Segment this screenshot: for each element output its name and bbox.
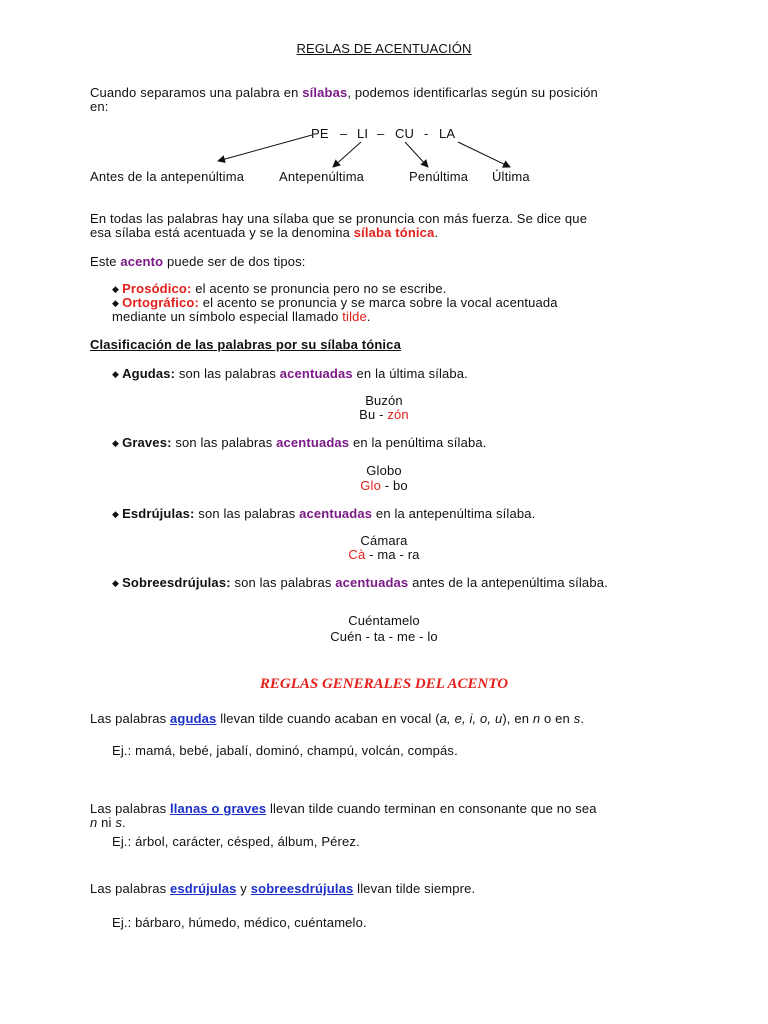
- rule-text: ), en: [502, 711, 533, 726]
- esdrujulas-example-syllables: [0, 547, 768, 562]
- agudas-text-2: en la última sílaba.: [352, 366, 468, 381]
- arrow-la: [458, 142, 510, 167]
- tonic-line-2: [90, 225, 438, 240]
- rule-text: Las palabras: [90, 881, 171, 896]
- rule-text: y: [236, 881, 251, 896]
- acentuadas-highlight: acentuadas: [276, 435, 350, 450]
- silaba-tonica-highlight: sílaba tónica: [353, 225, 435, 240]
- rule-text: ni: [97, 815, 116, 830]
- rule-agudas: [90, 711, 584, 726]
- acento-highlight: acento: [120, 254, 164, 269]
- rule-agudas-example: Ej.: mamá, bebé, jabalí, dominó, champú, volcán, compás.: [112, 743, 458, 758]
- diamond-bullet-icon: ◆: [112, 438, 120, 448]
- letter-n: n: [532, 711, 541, 726]
- intro-text-2: , podemos identificarlas según su posición: [347, 85, 598, 100]
- rule-esdrujulas-example: Ej.: bárbaro, húmedo, médico, cuéntamelo.: [112, 915, 367, 930]
- types-text-2: puede ser de dos tipos:: [163, 254, 306, 269]
- sobreesdrujulas-text: son las palabras: [230, 575, 336, 590]
- ortografico-text: el acento se pronuncia y se marca sobre la vocal acentuada: [199, 295, 558, 310]
- esdrujulas-link[interactable]: esdrújulas: [170, 881, 237, 896]
- letter-s: s: [115, 815, 122, 830]
- arrow-pe: [218, 135, 312, 161]
- acentuadas-highlight: acentuadas: [299, 506, 373, 521]
- graves-text-2: en la penúltima sílaba.: [349, 435, 487, 450]
- graves-item: [112, 435, 487, 450]
- graves-example-syllables: [0, 478, 768, 493]
- graves-example-word: Globo: [366, 463, 402, 478]
- prosodico-text: el acento se pronuncia pero no se escribe.: [191, 281, 447, 296]
- prosodico-item: [112, 281, 447, 296]
- rule-text: Las palabras: [90, 711, 171, 726]
- label-antepenultima: Antepenúltima: [279, 169, 365, 184]
- agudas-example-word: Buzón: [365, 393, 403, 408]
- vowels: a, e, i, o, u: [439, 711, 503, 726]
- classification-heading: Clasificación de las palabras por su sílaba tónica: [90, 337, 401, 352]
- rule-text: o en: [540, 711, 574, 726]
- tilde-highlight: tilde: [342, 309, 367, 324]
- syllable-dash-2: –: [377, 126, 385, 141]
- graves-syl-tonic: Glo: [360, 478, 381, 493]
- rule-graves: [90, 801, 597, 816]
- diamond-bullet-icon: ◆: [112, 284, 120, 294]
- sobreesdrujulas-link[interactable]: sobreesdrújulas: [250, 881, 354, 896]
- rule-graves-line-2: [90, 815, 126, 830]
- intro-line-2: en:: [90, 99, 109, 114]
- rule-graves-example: Ej.: árbol, carácter, césped, álbum, Pérez.: [112, 834, 360, 849]
- tonic-period: .: [434, 225, 439, 240]
- tonic-line-1: En todas las palabras hay una sílaba que se pronuncia con más fuerza. Se dice que: [90, 211, 588, 226]
- agudas-example-syllables: [0, 407, 768, 422]
- arrow-li: [333, 142, 361, 167]
- syllable-cu: CU: [395, 126, 415, 141]
- esdrujulas-label: Esdrújulas:: [122, 506, 195, 521]
- label-antes-antepenultima: Antes de la antepenúltima: [90, 169, 245, 184]
- ortografico-period: .: [366, 309, 371, 324]
- esdrujulas-syl-rest: - ma - ra: [365, 547, 420, 562]
- rules-heading: REGLAS GENERALES DEL ACENTO: [259, 676, 509, 692]
- diamond-bullet-icon: ◆: [112, 369, 120, 379]
- sobreesdrujulas-example-word: Cuéntamelo: [348, 613, 420, 628]
- esdrujulas-text-2: en la antepenúltima sílaba.: [372, 506, 536, 521]
- syllable-pe: PE: [311, 126, 329, 141]
- esdrujulas-example-word: Cámara: [360, 533, 408, 548]
- intro-text: Cuando separamos una palabra en: [90, 85, 303, 100]
- graves-text: son las palabras: [171, 435, 277, 450]
- silabas-highlight: sílabas: [302, 85, 348, 100]
- esdrujulas-syl-tonic: Cà: [348, 547, 366, 562]
- llanas-graves-link[interactable]: llanas o graves: [170, 801, 267, 816]
- sobreesdrujulas-example-syllables: Cuén - ta - me - lo: [330, 629, 438, 644]
- rule-esdrujulas: [90, 881, 475, 896]
- syllable-dash-3: -: [424, 126, 429, 141]
- rule-text: Las palabras: [90, 801, 171, 816]
- diamond-bullet-icon: ◆: [112, 509, 120, 519]
- syllable-dash-1: –: [340, 126, 348, 141]
- syllable-la: LA: [439, 126, 456, 141]
- esdrujulas-text: son las palabras: [194, 506, 300, 521]
- rule-text: llevan tilde cuando acaban en vocal (: [216, 711, 440, 726]
- sobreesdrujulas-label: Sobreesdrújulas:: [122, 575, 231, 590]
- agudas-label: Agudas:: [122, 366, 176, 381]
- types-text: Este: [90, 254, 121, 269]
- diamond-bullet-icon: ◆: [112, 298, 120, 308]
- letter-s: s: [573, 711, 581, 726]
- agudas-link[interactable]: agudas: [170, 711, 217, 726]
- syllable-li: LI: [357, 126, 369, 141]
- rule-text: .: [580, 711, 585, 726]
- agudas-syl-tonic: zón: [387, 407, 409, 422]
- agudas-syl-1: Bu -: [359, 407, 388, 422]
- types-intro: [90, 254, 306, 269]
- acentuadas-highlight: acentuadas: [335, 575, 409, 590]
- rule-text: llevan tilde cuando terminan en consonante que no sea: [266, 801, 597, 816]
- diamond-bullet-icon: ◆: [112, 578, 120, 588]
- prosodico-label: Prosódico:: [122, 281, 192, 296]
- esdrujulas-item: [112, 506, 535, 521]
- ortografico-text-2: mediante un símbolo especial llamado: [112, 309, 343, 324]
- sobreesdrujulas-text-2: antes de la antepenúltima sílaba.: [408, 575, 608, 590]
- label-penultima: Penúltima: [409, 169, 469, 184]
- arrow-cu: [405, 142, 428, 167]
- graves-label: Graves:: [122, 435, 172, 450]
- page-title: REGLAS DE ACENTUACIÓN: [296, 41, 472, 56]
- agudas-item: [112, 366, 468, 381]
- agudas-text: son las palabras: [175, 366, 280, 381]
- acentuadas-highlight: acentuadas: [279, 366, 353, 381]
- graves-syl-rest: - bo: [380, 478, 408, 493]
- tonic-text: esa sílaba está acentuada y se la denomina: [90, 225, 354, 240]
- ortografico-item: [112, 295, 558, 310]
- rule-text: llevan tilde siempre.: [353, 881, 476, 896]
- ortografico-label: Ortográfico:: [122, 295, 199, 310]
- sobreesdrujulas-item: [112, 575, 608, 590]
- ortografico-line-2: [112, 309, 371, 324]
- letter-n: n: [90, 815, 98, 830]
- rule-text: .: [122, 815, 126, 830]
- label-ultima: Última: [492, 169, 530, 184]
